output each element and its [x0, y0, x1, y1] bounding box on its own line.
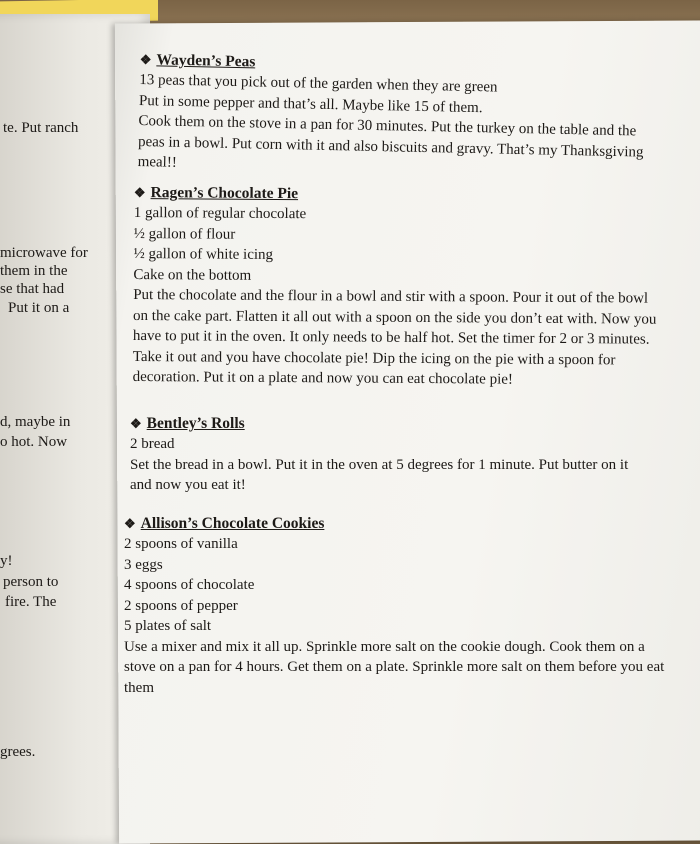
left-fragment: person to: [3, 574, 59, 590]
recipe-title: ❖ Ragen’s Chocolate Pie: [133, 184, 299, 203]
recipe-instructions: Set the bread in a bowl. Put it in the oven at 5 degrees for 1 minute. Put butter on it and now you eat it!: [130, 456, 629, 493]
recipe-title: ❖ Allison’s Chocolate Cookies: [124, 515, 325, 532]
left-fragment: d, maybe in: [0, 414, 71, 430]
ingredient-line: 2 spoons of vanilla: [124, 536, 238, 552]
recipe-bentleys-rolls: [130, 414, 660, 496]
left-fragment: se that had: [0, 281, 65, 297]
diamond-bullet-icon: ❖: [139, 51, 152, 68]
recipe-title: ❖ Wayden’s Peas: [139, 51, 256, 71]
ingredient-line: 5 plates of salt: [124, 618, 212, 634]
ingredient-line: ½ gallon of flour: [133, 225, 236, 243]
ingredient-line: Put in some pepper and that’s all. Maybe like 15 of them.: [138, 92, 483, 116]
diamond-bullet-icon: ❖: [130, 416, 142, 431]
recipe-title: ❖ Bentley’s Rolls: [130, 415, 245, 432]
diamond-bullet-icon: ❖: [133, 184, 146, 201]
ingredient-line: Cake on the bottom: [133, 266, 252, 284]
ingredient-line: 2 spoons of pepper: [124, 597, 238, 614]
recipe-instructions: Cook them on the stove in a pan for 30 minutes. Put the turkey on the table and the peas in a bowl. Put corn with it and also biscuits and gravy. That’s my Thanksgiving meal!!: [137, 112, 644, 171]
left-fragment: fire. The: [5, 594, 57, 610]
recipe-allisons-chocolate-cookies: [124, 514, 684, 698]
ingredient-line: 2 bread: [130, 436, 175, 452]
ingredient-line: 3 eggs: [124, 556, 163, 573]
recipe-waydens-peas: [137, 50, 659, 183]
ingredient-line: 1 gallon of regular chocolate: [133, 204, 307, 223]
ingredient-line: 13 peas that you pick out of the garden when they are green: [139, 71, 498, 96]
recipe-instructions: Put the chocolate and the flour in a bowl and stir with a spoon. Pour it out of the bowl on the cake part. Flatten it all out with a spoon on the side you don’t eat with. Now you have to put it in the oven. It only needs to be half hot. Set the timer for 2 or 3 minutes. Take it out and you have chocolate pie! Dip the icing on the pie with a spoon for decoration. Put it on a plate and now you can eat chocolate pie!: [132, 286, 657, 388]
ingredient-line: ½ gallon of white icing: [133, 245, 274, 263]
recipe-instructions: Use a mixer and mix it all up. Sprinkle more salt on the cookie dough. Cook them on a stove on a pan for 4 hours. Get them on a plate. Sprinkle more salt on them before you eat them: [124, 638, 665, 696]
left-fragment: y!: [0, 553, 13, 569]
left-fragment: grees.: [0, 744, 36, 760]
diamond-bullet-icon: ❖: [124, 516, 136, 531]
left-fragment: o hot. Now: [0, 434, 68, 450]
recipe-ragens-chocolate-pie: [133, 183, 664, 391]
ingredient-line: 4 spoons of chocolate: [124, 577, 255, 593]
left-fragment: microwave for: [0, 245, 88, 261]
left-fragment: them in the: [0, 263, 68, 279]
left-fragment: Put it on a: [8, 300, 70, 316]
left-fragment: te. Put ranch: [3, 120, 79, 136]
